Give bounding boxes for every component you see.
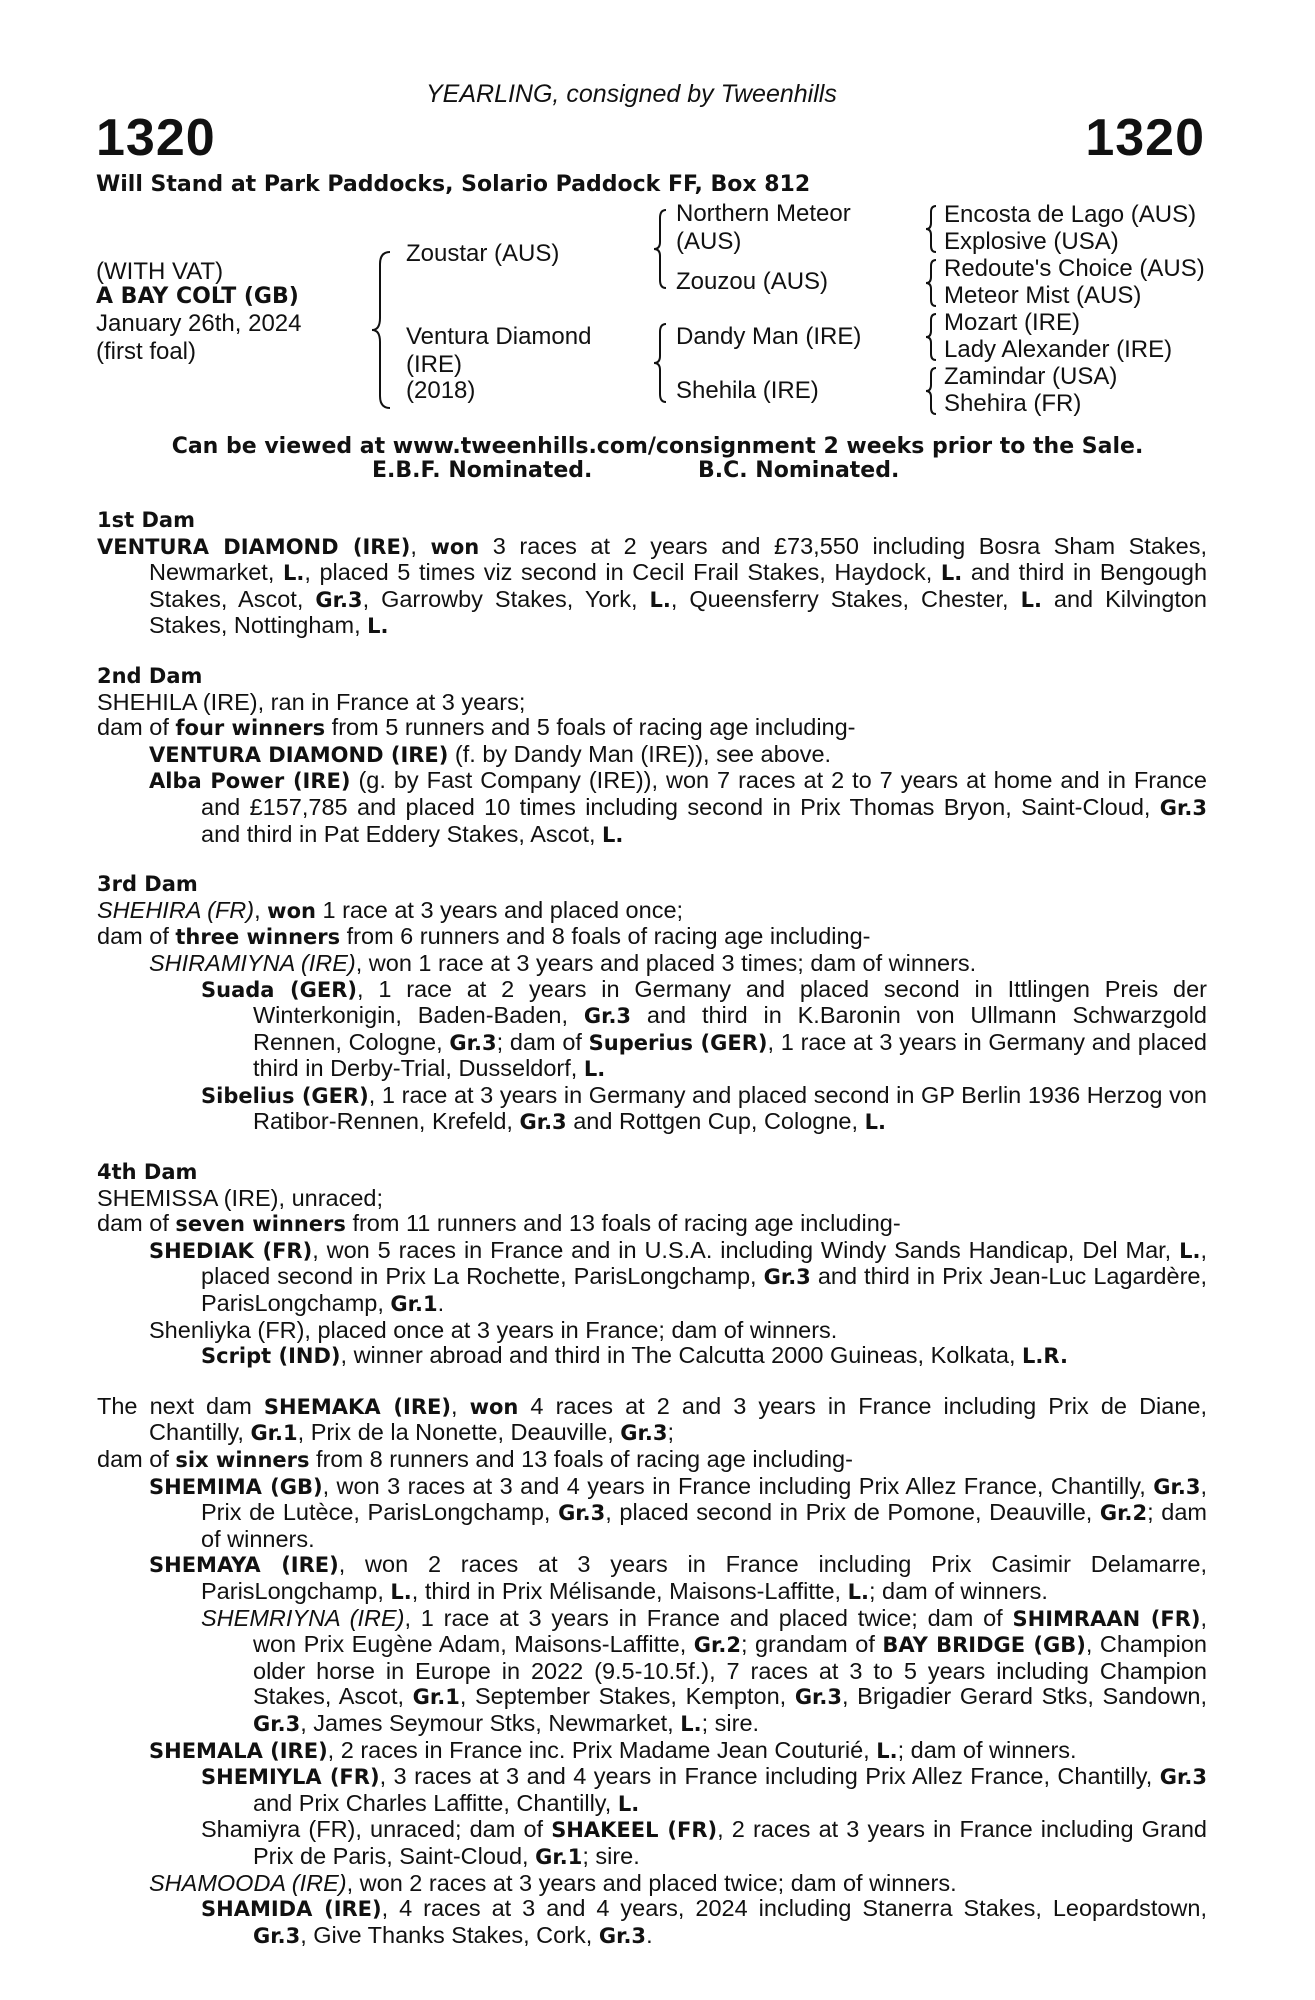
text: , winner abroad and third in The Calcutta 2000 Guineas, Kolkata, bbox=[340, 1342, 1023, 1369]
horse-dob: January 26th, 2024 bbox=[96, 310, 302, 337]
dam4-produce bbox=[97, 1211, 1207, 1238]
dam1-heading: 1st Dam bbox=[97, 508, 195, 532]
progeny-name: SHAMIDA (IRE) bbox=[201, 1897, 382, 1922]
pedigree-g5: Mozart (IRE) bbox=[944, 309, 1081, 336]
text: , won 2 races at 3 years in France including Prix Casimir Delamarre, ParisLongchamp, bbox=[201, 1551, 1207, 1604]
pedigree-g2: Explosive (USA) bbox=[944, 228, 1119, 255]
dam3-heading: 3rd Dam bbox=[97, 872, 198, 897]
horse-foal-note: (first foal) bbox=[96, 338, 197, 365]
grade: L. bbox=[1179, 1238, 1201, 1263]
dam4-progeny-shediak bbox=[97, 1238, 1207, 1318]
progeny-shemima bbox=[97, 1474, 1207, 1553]
winner-count: three winners bbox=[175, 925, 341, 950]
bc-nominated: B.C. Nominated. bbox=[698, 458, 900, 483]
dam2-heading: 2nd Dam bbox=[97, 663, 203, 688]
progeny-shamida bbox=[97, 1896, 1207, 1949]
dam1-name: VENTURA DIAMOND (IRE) bbox=[97, 534, 411, 559]
text: dam of bbox=[97, 923, 176, 950]
progeny-name: VENTURA DIAMOND (IRE) bbox=[149, 742, 449, 767]
pedigree-dam-line2: (IRE) bbox=[406, 351, 462, 378]
progeny-name: SHIRAMIYNA (IRE) bbox=[149, 949, 356, 976]
grade: L. bbox=[602, 822, 624, 847]
progeny-name: SHEMRIYNA (IRE) bbox=[201, 1604, 405, 1631]
dam1-text: and third in Bengough Stakes, Ascot, bbox=[149, 559, 1208, 612]
progeny-name: Sibelius (GER) bbox=[201, 1083, 369, 1108]
pedigree-dam-line1: Ventura Diamond bbox=[406, 323, 592, 350]
progeny-name: SHAMOODA (IRE) bbox=[149, 1869, 347, 1896]
grade: L. bbox=[649, 587, 671, 612]
dam3-name: SHEHIRA (FR) bbox=[97, 896, 255, 923]
dam4-heading: 4th Dam bbox=[97, 1160, 198, 1185]
grade: L. bbox=[1020, 587, 1042, 612]
text: , 1 race at 3 years in Germany and placed second in GP Berlin 1936 Herzog von Ratibor-Rennen, Krefeld, bbox=[253, 1081, 1208, 1135]
pedigree-sire: Zoustar (AUS) bbox=[406, 240, 560, 267]
pedigree-g8: Shehira (FR) bbox=[944, 390, 1082, 417]
text: , 1 race at 3 years in France and placed twice; dam of bbox=[404, 1604, 1013, 1631]
pedigree-brace-g3 bbox=[924, 312, 940, 362]
stand-location: Will Stand at Park Paddocks, Solario Paddock FF, Box 812 bbox=[96, 172, 811, 197]
next-dam-produce bbox=[97, 1447, 1207, 1474]
progeny-name: SHEMALA (IRE) bbox=[149, 1738, 328, 1763]
pedigree-dam-dam: Shehila (IRE) bbox=[676, 377, 819, 404]
text: , September Stakes, Kempton, bbox=[459, 1683, 795, 1710]
grade: Gr.3 bbox=[519, 1110, 567, 1135]
grade: Gr.3 bbox=[598, 1923, 647, 1948]
text: The next dam bbox=[97, 1392, 264, 1419]
text: , 1 race at 2 years in Germany and placed second in Ittlingen Preis der Winterkonigin, Baden-Baden, bbox=[253, 975, 1208, 1029]
dam2-intro: SHEHILA (IRE), ran in France at 3 years; bbox=[97, 688, 526, 715]
text: from 8 runners and 13 foals of racing age including- bbox=[309, 1446, 853, 1472]
text: , won 3 races at 3 and 4 years in France including Prix Allez France, Chantilly, bbox=[322, 1472, 1154, 1499]
progeny-name: SHEMIMA (GB) bbox=[149, 1474, 323, 1499]
progeny-shemala bbox=[97, 1738, 1207, 1765]
pedigree-sire-sire-line2: (AUS) bbox=[676, 228, 742, 255]
consignment-subtitle: YEARLING, consigned by Tweenhills bbox=[426, 80, 837, 108]
dam1-text: and Kilvington Stakes, Nottingham, bbox=[149, 585, 1207, 639]
grade: Gr.3 bbox=[1159, 795, 1207, 820]
text: 1 race at 3 years and placed once; bbox=[315, 896, 684, 923]
dam1-text: , Queensferry Stakes, Chester, bbox=[670, 585, 1021, 612]
text: , Prix de la Nonette, Deauville, bbox=[297, 1419, 621, 1446]
text: , Give Thanks Stakes, Cork, bbox=[300, 1921, 599, 1948]
text: dam of bbox=[97, 1446, 176, 1472]
text: , won 2 races at 3 years and placed twice; dam of winners. bbox=[346, 1869, 957, 1896]
grade: Gr.3 bbox=[449, 1030, 497, 1055]
grade: Gr.1 bbox=[250, 1421, 298, 1446]
text: , 3 races at 3 and 4 years in France including Prix Allez France, Chantilly, bbox=[379, 1763, 1160, 1790]
text: dam of bbox=[97, 1210, 176, 1237]
dam1-record: VENTURA DIAMOND (IRE), won 3 races at 2 years and £73,550 including Bosra Sham Stakes, Newmarket, L., placed 5 times viz second in Cecil Frail Stakes, Haydock, L. and third in Bengough Stakes, Ascot, Gr.3, Garrowby Stakes, York, L., Queensferry Stakes, Chester, L. and Kilvington Stakes, Nottingham, L. bbox=[97, 532, 1208, 639]
dam3-won: won bbox=[267, 898, 316, 923]
dam3-progeny-suada bbox=[97, 977, 1207, 1083]
grade: L. bbox=[940, 561, 963, 586]
text: , won Prix Eugène Adam, Maisons-Laffitte, bbox=[253, 1604, 1207, 1658]
text: , 4 races at 3 and 4 years, 2024 including Stanerra Stakes, Leopardstown, bbox=[381, 1895, 1207, 1922]
dam3-intro: SHEHIRA (FR), won 1 race at 3 years and placed once; bbox=[97, 896, 684, 923]
pedigree-dam-sire: Dandy Man (IRE) bbox=[676, 323, 862, 350]
horse-name: A BAY COLT (GB) bbox=[96, 284, 299, 309]
text: , 1 race at 3 years in Germany and placed third in Derby-Trial, Dusseldorf, bbox=[253, 1028, 1207, 1082]
grade: Gr.3 bbox=[583, 1004, 632, 1029]
grade: Gr.3 bbox=[763, 1265, 811, 1290]
text: ; dam of winners. bbox=[201, 1499, 1207, 1552]
text: and Prix Charles Laffitte, Chantilly, bbox=[253, 1789, 618, 1816]
progeny-name: SHEMAYA (IRE) bbox=[149, 1553, 339, 1578]
text: and third in Pat Eddery Stakes, Ascot, bbox=[201, 820, 603, 847]
dam3-produce bbox=[97, 924, 1207, 951]
grade: Gr.2 bbox=[693, 1633, 741, 1658]
text: , placed second in Prix La Rochette, ParisLongchamp, bbox=[201, 1236, 1207, 1290]
progeny-shamiyra bbox=[97, 1817, 1207, 1870]
progeny-name: SHEDIAK (FR) bbox=[149, 1238, 313, 1263]
grade: Gr.3 bbox=[794, 1685, 843, 1710]
progeny-name: Superius (GER) bbox=[588, 1030, 768, 1055]
grade: L. bbox=[617, 1791, 640, 1816]
dam3-progeny-shiramiyna bbox=[97, 951, 1207, 977]
progeny-name: Alba Power (IRE) bbox=[149, 769, 351, 794]
progeny-name: SHAKEEL (FR) bbox=[551, 1818, 718, 1843]
text: ; bbox=[667, 1419, 675, 1446]
text: , won 5 races in France and in U.S.A. including Windy Sands Handicap, Del Mar, bbox=[312, 1236, 1180, 1263]
grade: Gr.3 bbox=[315, 587, 363, 612]
grade: L. bbox=[864, 1110, 886, 1135]
text: ; dam of winners. bbox=[897, 1736, 1077, 1763]
grade: L. bbox=[680, 1711, 702, 1736]
pedigree-brace-g4 bbox=[924, 366, 940, 416]
grade: L. bbox=[367, 614, 389, 639]
text: 4 races at 2 and 3 years in France including Prix de Diane, Chantilly, bbox=[149, 1392, 1207, 1446]
progeny-name: Script (IND) bbox=[201, 1344, 341, 1369]
text: and third in Prix Jean-Luc Lagardère, ParisLongchamp, bbox=[201, 1263, 1207, 1317]
grade: L. bbox=[847, 1579, 869, 1604]
vat-note: (WITH VAT) bbox=[96, 258, 224, 285]
grade: Gr.3 bbox=[253, 1923, 301, 1948]
pedigree-dam-line3: (2018) bbox=[406, 377, 476, 404]
text: from 5 runners and 5 foals of racing age including- bbox=[325, 714, 856, 741]
text: from 6 runners and 8 foals of racing age including- bbox=[340, 923, 871, 950]
dam1-text: , Garrowby Stakes, York, bbox=[362, 585, 650, 612]
winner-count: seven winners bbox=[175, 1212, 346, 1237]
text: ; sire. bbox=[701, 1709, 760, 1736]
text: and third in K.Baronin von Ullmann Schwarzgold Rennen, Cologne, bbox=[253, 1002, 1207, 1055]
winner-count: four winners bbox=[175, 716, 326, 741]
progeny-shemiyla bbox=[97, 1764, 1207, 1817]
pedigree-brace-dam bbox=[652, 322, 670, 404]
text: . bbox=[437, 1290, 445, 1317]
lot-number-left: 1320 bbox=[96, 109, 216, 167]
text: , won 1 race at 3 years and placed 3 times; dam of winners. bbox=[355, 949, 977, 976]
pedigree-brace-sire bbox=[652, 208, 670, 290]
winner-count: six winners bbox=[175, 1448, 310, 1472]
viewing-note: Can be viewed at www.tweenhills.com/consignment 2 weeks prior to the Sale. bbox=[171, 434, 1144, 459]
text: ; sire. bbox=[582, 1842, 640, 1869]
text: , placed second in Prix de Pomone, Deauville, bbox=[605, 1499, 1100, 1526]
pedigree-brace-main bbox=[370, 250, 394, 410]
pedigree-g3: Redoute's Choice (AUS) bbox=[944, 255, 1205, 282]
text: , 2 races in France inc. Prix Madame Jean Couturié, bbox=[327, 1736, 877, 1763]
ebf-nominated: E.B.F. Nominated. bbox=[372, 458, 593, 483]
text: and Rottgen Cup, Cologne, bbox=[566, 1108, 865, 1135]
pedigree-g1: Encosta de Lago (AUS) bbox=[944, 201, 1197, 228]
pedigree-g7: Zamindar (USA) bbox=[944, 363, 1118, 390]
pedigree-brace-g2 bbox=[924, 258, 940, 308]
grade: L.R. bbox=[1022, 1344, 1068, 1369]
catalogue-body bbox=[97, 508, 1207, 1949]
grade: L. bbox=[282, 561, 305, 586]
text: , Champion older horse in Europe in 2022 (9.5-10.5f.), 7 races at 3 to 5 years including Champion Stakes, Ascot, bbox=[253, 1631, 1207, 1710]
text: dam of bbox=[97, 714, 176, 741]
progeny-shemriyna bbox=[97, 1606, 1207, 1738]
text: , James Seymour Stks, Newmarket, bbox=[300, 1709, 681, 1736]
pedigree-g6: Lady Alexander (IRE) bbox=[944, 336, 1173, 363]
grade: L. bbox=[390, 1579, 412, 1604]
progeny-name: SHIMRAAN (FR) bbox=[1012, 1606, 1201, 1631]
grade: Gr.2 bbox=[1099, 1501, 1148, 1526]
progeny-name: BAY BRIDGE (GB) bbox=[882, 1633, 1086, 1658]
text: , third in Prix Mélisande, Maisons-Laffitte, bbox=[411, 1577, 848, 1604]
dam4-progeny-script bbox=[97, 1343, 1207, 1370]
pedigree-brace-g1 bbox=[924, 204, 940, 254]
grade: L. bbox=[876, 1738, 898, 1763]
grade: Gr.3 bbox=[1153, 1474, 1201, 1499]
progeny-shemaya bbox=[97, 1552, 1207, 1605]
grade: Gr.3 bbox=[1159, 1765, 1207, 1790]
dam4-intro: SHEMISSA (IRE), unraced; bbox=[97, 1184, 384, 1211]
grade: Gr.3 bbox=[253, 1711, 301, 1736]
grade: Gr.1 bbox=[535, 1844, 583, 1869]
text: , Prix de Lutèce, ParisLongchamp, bbox=[201, 1472, 1207, 1526]
text: , Brigadier Gerard Stks, Sandown, bbox=[842, 1683, 1208, 1710]
grade: Gr.3 bbox=[620, 1421, 668, 1446]
grade: L. bbox=[583, 1057, 606, 1082]
grade: Gr.1 bbox=[390, 1292, 438, 1317]
dam1-text: 3 races at 2 years and £73,550 including Bosra Sham Stakes, Newmarket, bbox=[149, 532, 1207, 586]
text: ; grandam of bbox=[740, 1631, 883, 1658]
dam1-won: won bbox=[430, 534, 480, 559]
text: ; dam of winners. bbox=[868, 1577, 1048, 1604]
text: from 11 runners and 13 foals of racing age including- bbox=[345, 1210, 901, 1237]
progeny-name: Suada (GER) bbox=[201, 977, 357, 1002]
next-dam-name: SHEMAKA (IRE) bbox=[263, 1394, 451, 1419]
dam2-progeny-1 bbox=[97, 742, 1207, 769]
text: (f. by Dandy Man (IRE)), see above. bbox=[448, 740, 832, 767]
grade: Gr.1 bbox=[412, 1685, 460, 1710]
pedigree-g4: Meteor Mist (AUS) bbox=[944, 282, 1142, 309]
text: ; dam of bbox=[496, 1028, 589, 1055]
dam3-progeny-sibelius bbox=[97, 1083, 1207, 1136]
text: , 2 races at 3 years in France including Grand Prix de Paris, Saint-Cloud, bbox=[253, 1816, 1207, 1869]
next-dam-won: won bbox=[469, 1394, 519, 1419]
pedigree-sire-dam: Zouzou (AUS) bbox=[676, 268, 829, 295]
text: (g. by Fast Company (IRE)), won 7 races at 2 to 7 years at home and in France and £157,785 and placed 10 times including second in Prix Thomas Bryon, Saint-Cloud, bbox=[201, 767, 1207, 820]
text: . bbox=[646, 1921, 653, 1948]
dam2-progeny-2 bbox=[97, 768, 1207, 848]
dam4-progeny-shenliyka: Shenliyka (FR), placed once at 3 years in France; dam of winners. bbox=[149, 1316, 838, 1343]
dam2-produce bbox=[97, 715, 1207, 742]
pedigree-sire-sire-line1: Northern Meteor bbox=[676, 200, 851, 227]
grade: Gr.3 bbox=[558, 1501, 606, 1526]
text: Shamiyra (FR), unraced; dam of bbox=[201, 1816, 552, 1843]
next-dam-intro: The next dam SHEMAKA (IRE), won 4 races at 2 and 3 years in France including Prix de Diane, Chantilly, Gr.1, Prix de la Nonette, Deauville, Gr.3; bbox=[97, 1392, 1207, 1446]
lot-number-right: 1320 bbox=[1085, 109, 1205, 167]
dam1-text: , placed 5 times viz second in Cecil Frail Stakes, Haydock, bbox=[304, 559, 941, 586]
progeny-shamooda bbox=[97, 1871, 1207, 1897]
progeny-name: SHEMIYLA (FR) bbox=[201, 1765, 380, 1790]
